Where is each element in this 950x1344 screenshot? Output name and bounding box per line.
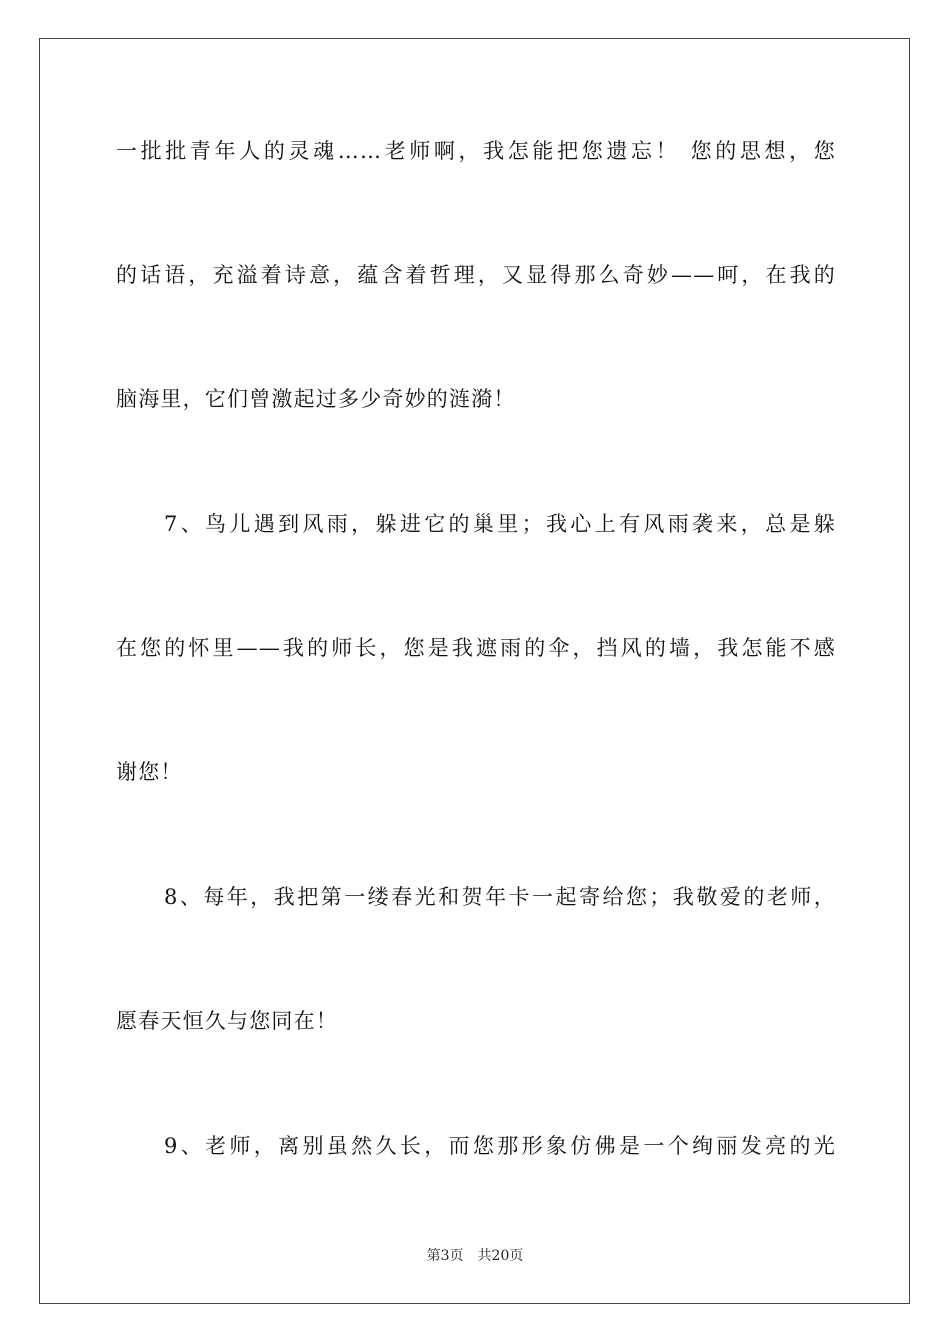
text-line: 在您的怀里——我的师长，您是我遮雨的伞，挡风的墙，我怎能不感: [116, 636, 836, 660]
paragraph-8-start: 8、每年，我把第一缕春光和贺年卡一起寄给您；我敬爱的老师，: [164, 885, 836, 909]
text-line: 谢您！: [116, 760, 183, 784]
text-line: 愿春天恒久与您同在！: [116, 1009, 338, 1033]
text-line: 脑海里，它们曾激起过多少奇妙的涟漪！: [116, 387, 516, 411]
page-footer: [0, 1246, 950, 1266]
page-frame: [39, 38, 910, 1304]
text-line: 一批批青年人的灵魂……老师啊，我怎能把您遗忘！ 您的思想，您: [116, 139, 836, 163]
text-line: 的话语，充溢着诗意，蕴含着哲理，又显得那么奇妙——呵，在我的: [116, 263, 836, 287]
paragraph-9-start: 9、老师，离别虽然久长，而您那形象仿佛是一个绚丽发亮的光: [164, 1134, 836, 1158]
paragraph-7-start: 7、鸟儿遇到风雨，躲进它的巢里；我心上有风雨袭来，总是躲: [164, 512, 836, 536]
page-total: 共20页: [477, 1248, 524, 1264]
page-number: 第3页: [426, 1248, 464, 1264]
